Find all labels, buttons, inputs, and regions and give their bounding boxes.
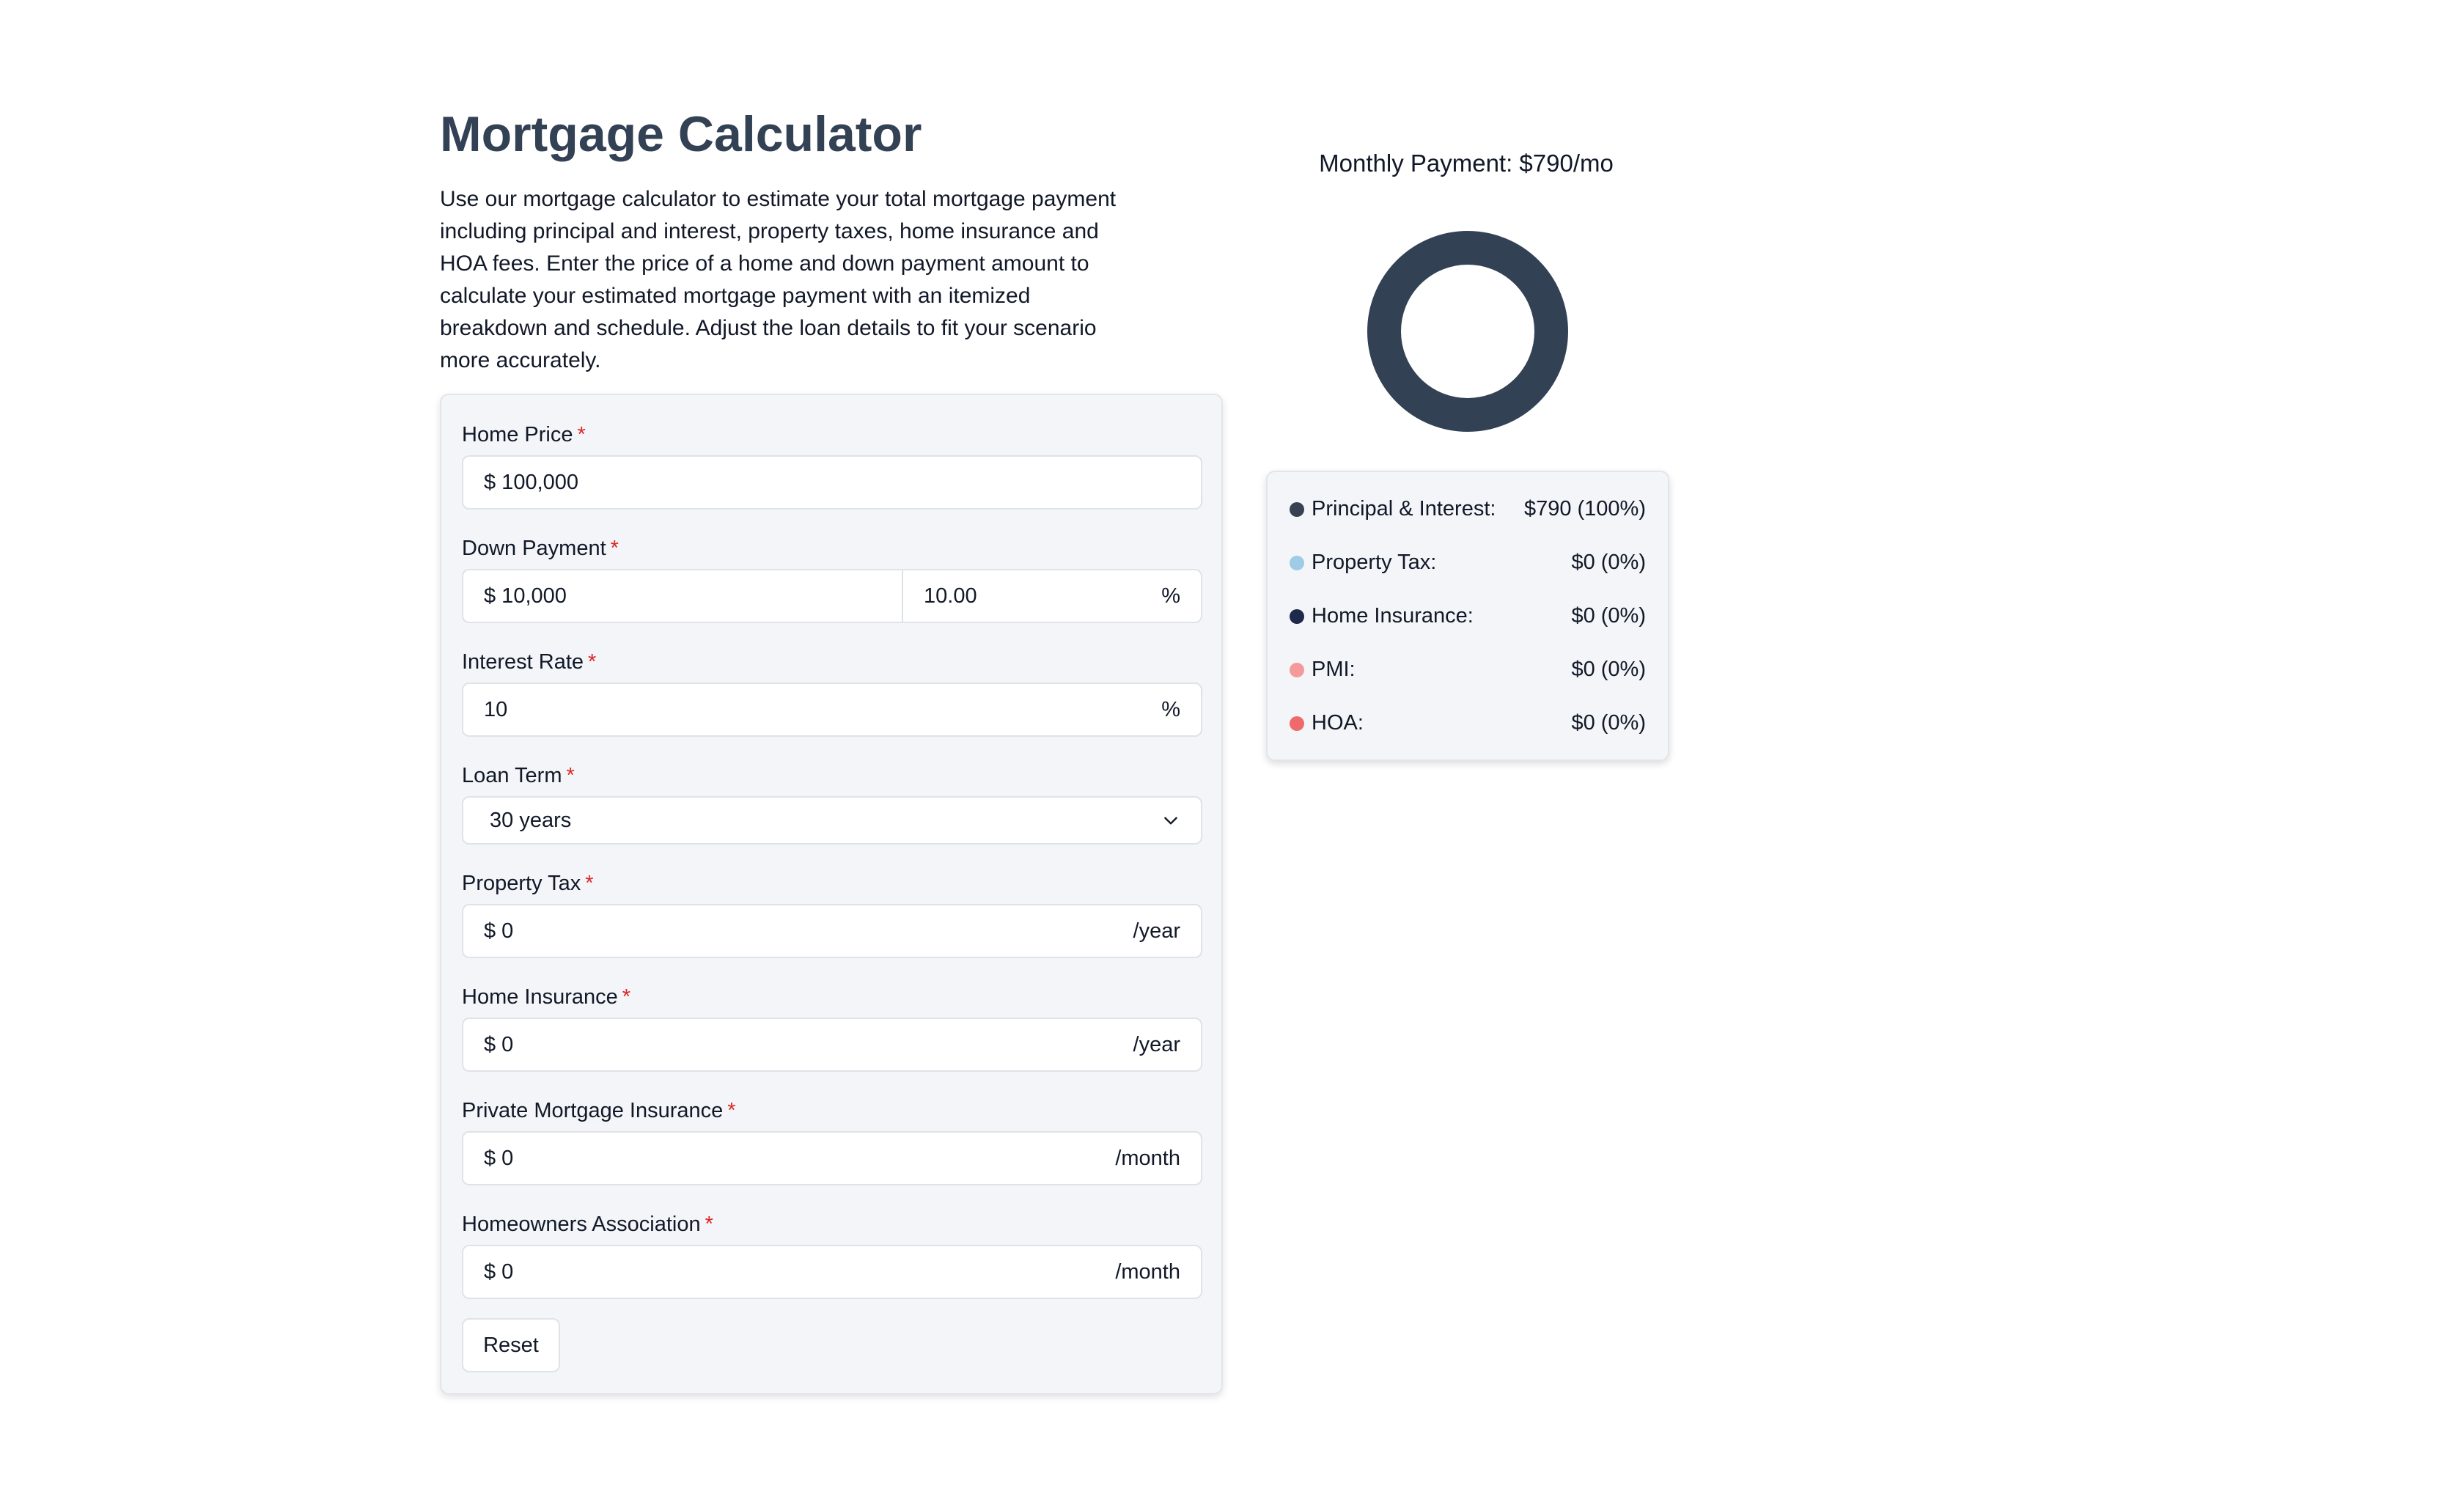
legend-row-pmi: PMI: $0 (0%) [1290,643,1646,696]
pmi-input[interactable]: $ 0 /month [462,1131,1202,1185]
hoa-input[interactable]: $ 0 /month [462,1245,1202,1299]
pmi-label: Private Mortgage Insurance * [462,1099,736,1122]
per-month-suffix: /month [1115,1146,1180,1170]
down-payment-field [462,534,1202,608]
property-tax-input[interactable]: $ 0 /year [462,904,1202,958]
legend-row-home-insurance: Home Insurance: $0 (0%) [1290,589,1646,643]
pmi-field [462,1096,1202,1170]
interest-rate-field [462,647,1202,721]
loan-term-field [462,761,1202,832]
hoa-color-dot [1290,716,1304,731]
principal-interest-color-dot [1290,502,1304,517]
per-year-suffix: /year [1133,1032,1180,1056]
header-section [440,101,1226,377]
reset-button[interactable]: Reset [462,1318,560,1372]
mortgage-form [440,394,1223,1394]
payment-breakdown-legend [1266,471,1669,761]
home-insurance-label: Home Insurance * [462,985,631,1009]
down-payment-percent-input[interactable]: 10.00 % [903,569,1202,623]
page-title: Mortgage Calculator [440,106,922,162]
home-price-field [462,420,1202,494]
per-month-suffix: /month [1115,1259,1180,1284]
legend-row-property-tax: Property Tax: $0 (0%) [1290,536,1646,589]
monthly-payment-text: Monthly Payment: $790/mo [1319,150,1614,177]
property-tax-label: Property Tax * [462,872,594,895]
intro-text: Use our mortgage calculator to estimate your total mortgage payment including principal and interest, property taxes, home insurance and HOA fees. Enter the price of a home and down payment amount to calculate your estimated mortgage payment with an itemized breakdown and schedule. Adjust the loan details to fit your scenario more accurately. [440,187,1117,372]
percent-suffix: % [1161,697,1180,721]
per-year-suffix: /year [1133,919,1180,943]
interest-rate-label: Interest Rate * [462,650,597,674]
hoa-label: Homeowners Association * [462,1213,713,1236]
home-insurance-input[interactable]: $ 0 /year [462,1018,1202,1072]
property-tax-color-dot [1290,556,1304,570]
home-price-input[interactable]: $ 100,000 [462,455,1202,510]
legend-row-principal-interest: Principal & Interest: $790 (100%) [1290,482,1646,536]
home-insurance-color-dot [1290,609,1304,624]
loan-term-select[interactable]: 30 years [462,796,1202,845]
percent-suffix: % [1161,584,1180,608]
property-tax-field [462,869,1202,943]
interest-rate-input[interactable]: 10 % [462,683,1202,737]
home-insurance-field [462,982,1202,1056]
down-payment-inputs [462,569,1202,623]
chevron-down-icon [1161,811,1180,830]
down-payment-label: Down Payment * [462,537,619,560]
loan-term-label: Loan Term * [462,764,575,787]
donut-ring-principal-interest [1384,248,1551,415]
payment-donut-chart [1367,230,1569,433]
legend-row-hoa: HOA: $0 (0%) [1290,696,1646,750]
hoa-field [462,1210,1202,1284]
down-payment-amount-input[interactable]: $ 10,000 [462,569,903,623]
pmi-color-dot [1290,663,1304,677]
home-price-label: Home Price * [462,423,586,446]
